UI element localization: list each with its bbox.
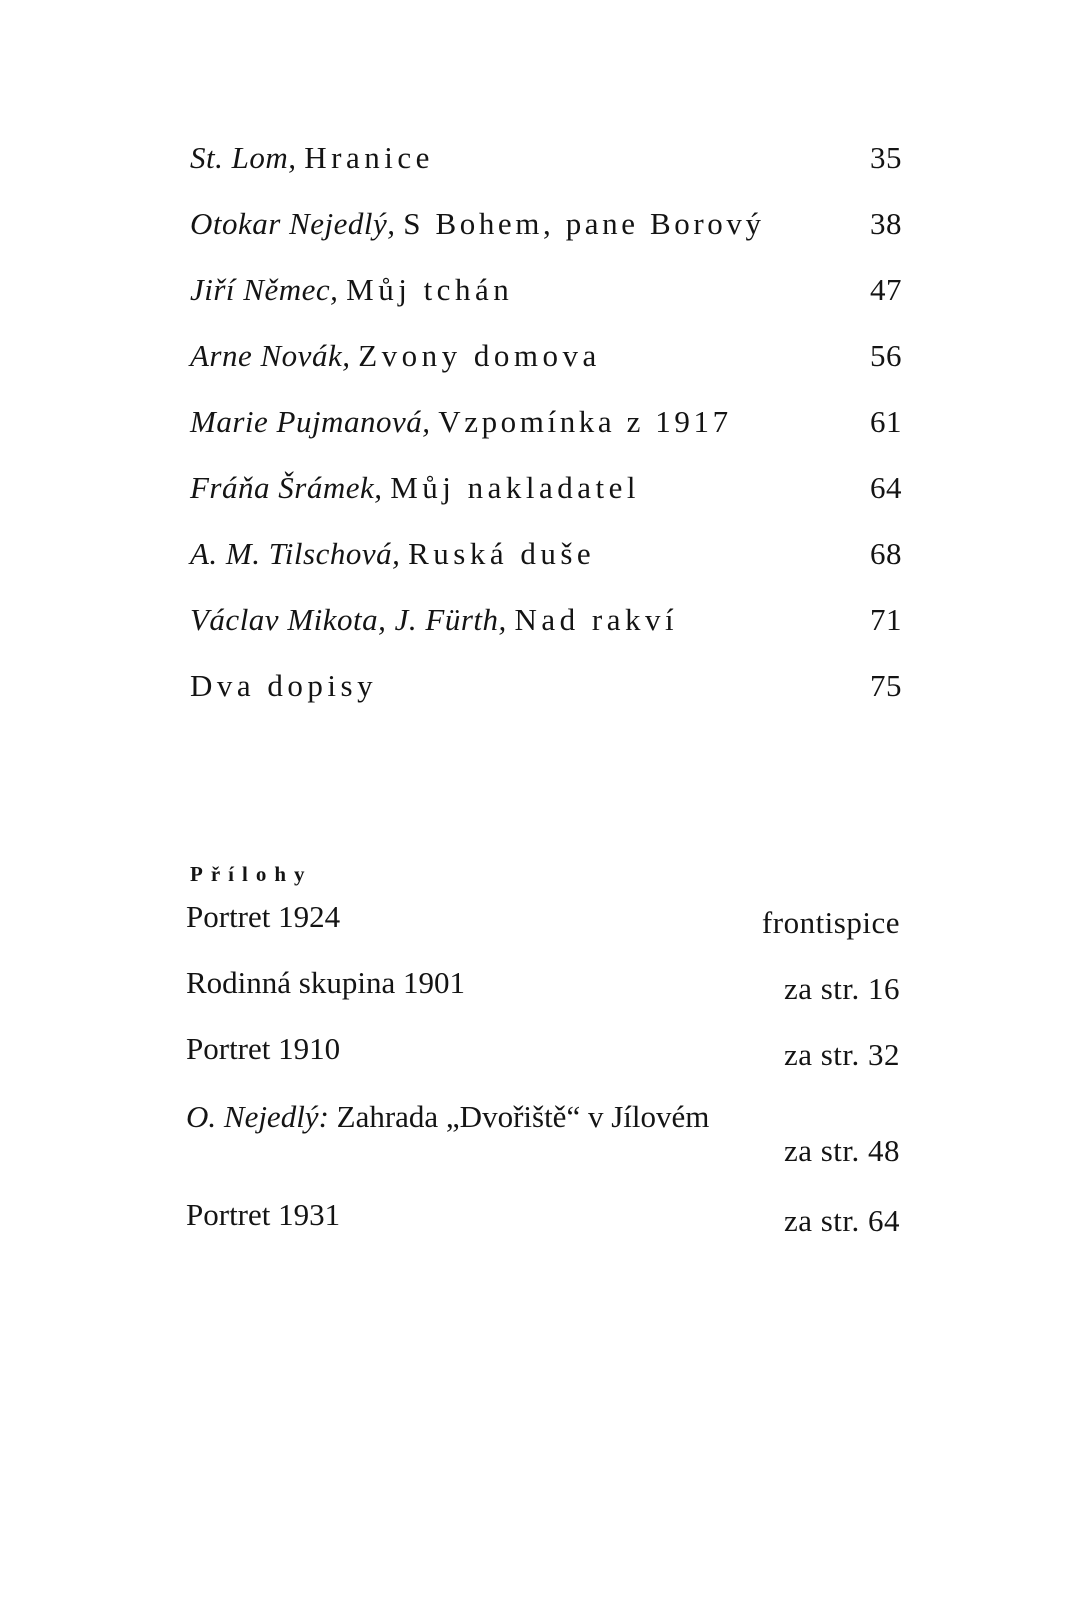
- toc-title: S Bohem, pane Borový: [403, 206, 765, 241]
- plate-entry: [186, 1195, 900, 1243]
- toc-title: Hranice: [304, 140, 434, 175]
- toc-entry-text: [190, 666, 377, 706]
- plate-author: O. Nejedlý:: [186, 1099, 329, 1134]
- toc-author: A. M. Tilschová,: [190, 536, 401, 571]
- plate-entry: [186, 963, 900, 1011]
- toc-author: Jiří Němec,: [190, 272, 339, 307]
- toc-entry: [190, 600, 902, 640]
- toc-entry-text: [190, 468, 640, 508]
- toc-title: Vzpomínka z 1917: [438, 404, 732, 439]
- plate-location: za str. 64: [783, 1203, 900, 1238]
- toc-title: Dva dopisy: [190, 668, 378, 703]
- toc-entry: [190, 534, 902, 574]
- toc-author: Fráňa Šrámek,: [190, 470, 383, 505]
- toc-title: Nad rakví: [514, 602, 679, 637]
- plate-title: Portret 1910: [186, 1031, 341, 1066]
- toc-page-number: 64: [870, 470, 902, 505]
- toc-page-number: 35: [870, 140, 902, 175]
- plate-location: frontispice: [761, 905, 900, 940]
- plate-entry: [186, 897, 900, 945]
- toc-author: St. Lom,: [190, 140, 297, 175]
- plate-title-text: [186, 1097, 709, 1137]
- toc-page-number: 56: [870, 338, 902, 373]
- toc-author: Arne Novák,: [190, 338, 351, 373]
- plate-location: za str. 16: [783, 971, 900, 1006]
- toc-entry: [190, 270, 902, 310]
- toc-entry-text: [190, 600, 678, 640]
- plate-title: Portret 1924: [186, 899, 341, 934]
- toc-title: Můj nakladatel: [390, 470, 641, 505]
- toc-entry-text: [190, 270, 513, 310]
- toc-title: Ruská duše: [408, 536, 596, 571]
- plate-title: Rodinná skupina 1901: [186, 965, 465, 1000]
- toc-entry: [190, 402, 902, 442]
- toc-entry-text: [190, 204, 765, 244]
- plate-title: Zahrada „Dvořiště“ v Jílovém: [336, 1099, 710, 1134]
- toc-entry: [190, 666, 902, 706]
- toc-page-number: 75: [870, 668, 902, 703]
- toc-author: Otokar Nejedlý,: [190, 206, 396, 241]
- toc-entry: [190, 204, 902, 244]
- toc-entry-text: [190, 138, 434, 178]
- plates-heading: Přílohy: [190, 862, 313, 886]
- toc-author: Marie Pujmanová,: [190, 404, 431, 439]
- toc-entry: [190, 336, 902, 376]
- plate-location: za str. 32: [783, 1037, 900, 1072]
- toc-page-number: 61: [870, 404, 902, 439]
- toc-entry-text: [190, 534, 595, 574]
- toc-page-number: 71: [870, 602, 902, 637]
- toc-title: Zvony domova: [358, 338, 601, 373]
- toc-page-number: 68: [870, 536, 902, 571]
- plate-location: za str. 48: [783, 1133, 900, 1168]
- toc-page-number: 38: [870, 206, 902, 241]
- plate-entry: [186, 1029, 900, 1077]
- toc-entry-text: [190, 336, 601, 376]
- plate-title: Portret 1931: [186, 1197, 341, 1232]
- toc-entry-text: [190, 402, 732, 442]
- toc-author: Václav Mikota, J. Fürth,: [190, 602, 507, 637]
- toc-entry: [190, 138, 902, 178]
- plate-entry: [186, 1097, 900, 1177]
- toc-title: Můj tchán: [346, 272, 514, 307]
- toc-page-number: 47: [870, 272, 902, 307]
- toc-entry: [190, 468, 902, 508]
